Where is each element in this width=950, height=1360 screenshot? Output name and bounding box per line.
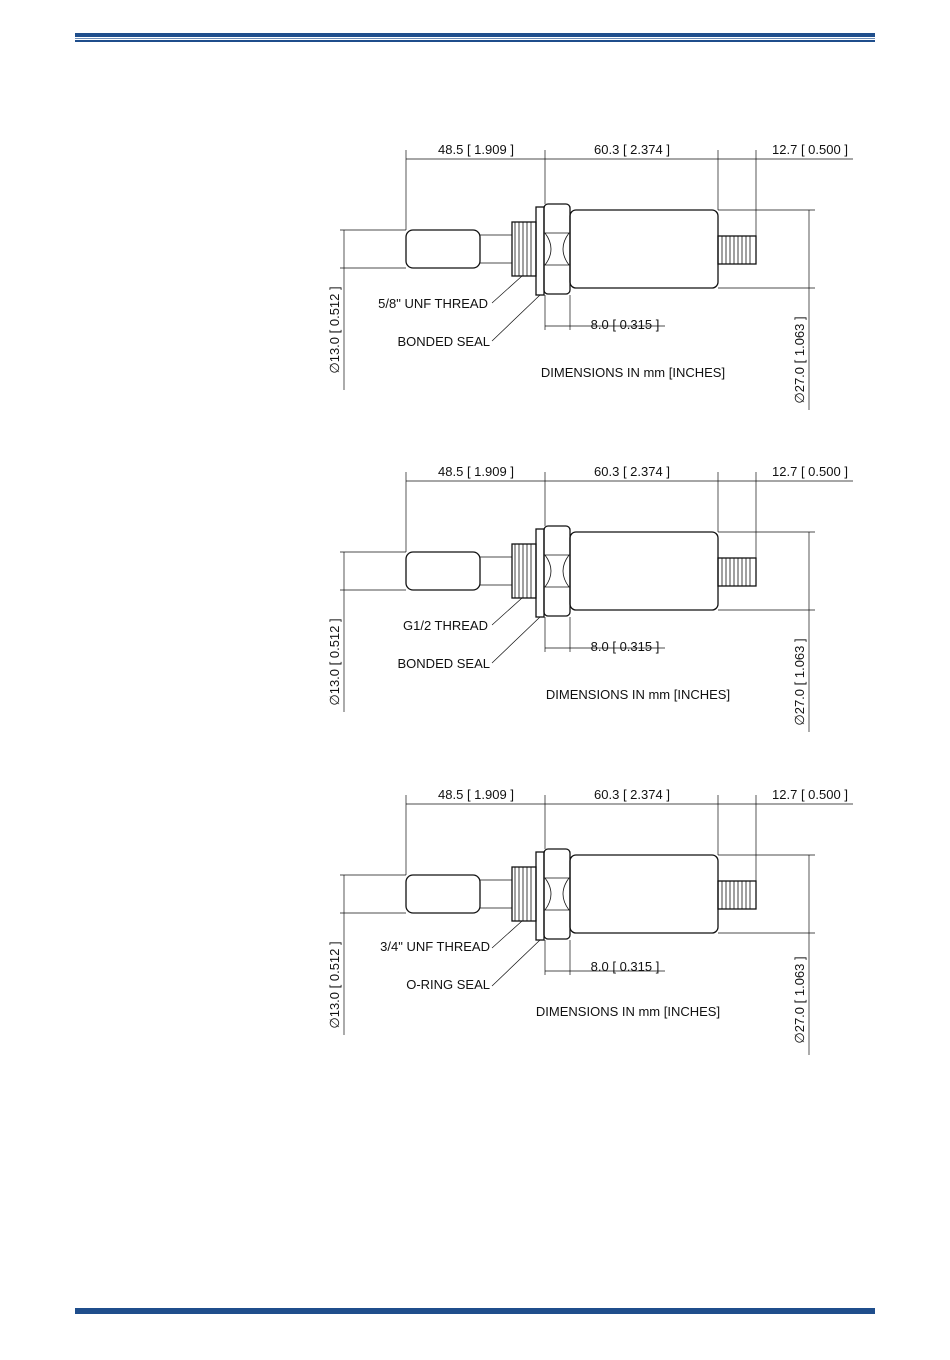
sensor-outline bbox=[406, 849, 756, 940]
dim-connector-length: 12.7 [ 0.500 ] bbox=[772, 464, 848, 479]
dim-connector-length: 12.7 [ 0.500 ] bbox=[772, 142, 848, 157]
dim-hex-width: 8.0 [ 0.315 ] bbox=[590, 317, 660, 332]
dim-body-length: 60.3 [ 2.374 ] bbox=[594, 464, 670, 479]
sensor-outline bbox=[406, 204, 756, 295]
dim-probe-length: 48.5 [ 1.909 ] bbox=[438, 142, 514, 157]
units-note: DIMENSIONS IN mm [INCHES] bbox=[540, 365, 726, 380]
dia-body: ∅27.0 [ 1.063 ] bbox=[792, 638, 807, 726]
dim-probe-length: 48.5 [ 1.909 ] bbox=[438, 787, 514, 802]
dim-connector-length: 12.7 [ 0.500 ] bbox=[772, 787, 848, 802]
dia-probe: ∅13.0 [ 0.512 ] bbox=[327, 618, 342, 706]
dia-body: ∅27.0 [ 1.063 ] bbox=[792, 316, 807, 404]
sensor-outline bbox=[406, 526, 756, 617]
dimension-drawing-3 bbox=[0, 775, 950, 1105]
units-note: DIMENSIONS IN mm [INCHES] bbox=[535, 1004, 721, 1019]
dim-hex-width: 8.0 [ 0.315 ] bbox=[590, 639, 660, 654]
seal-label: BONDED SEAL bbox=[397, 334, 490, 349]
seal-label: BONDED SEAL bbox=[397, 656, 490, 671]
dim-body-length: 60.3 [ 2.374 ] bbox=[594, 142, 670, 157]
dia-body: ∅27.0 [ 1.063 ] bbox=[792, 956, 807, 1044]
dia-probe: ∅13.0 [ 0.512 ] bbox=[327, 286, 342, 374]
thread-label: 3/4" UNF THREAD bbox=[380, 939, 490, 954]
thread-label: 5/8" UNF THREAD bbox=[378, 296, 488, 311]
dimension-drawing-1 bbox=[0, 130, 950, 460]
seal-label: O-RING SEAL bbox=[406, 977, 490, 992]
dia-probe: ∅13.0 [ 0.512 ] bbox=[327, 941, 342, 1029]
units-note: DIMENSIONS IN mm [INCHES] bbox=[545, 687, 731, 702]
dim-hex-width: 8.0 [ 0.315 ] bbox=[590, 959, 660, 974]
thread-label: G1/2 THREAD bbox=[402, 618, 488, 633]
dim-body-length: 60.3 [ 2.374 ] bbox=[594, 787, 670, 802]
dim-probe-length: 48.5 [ 1.909 ] bbox=[438, 464, 514, 479]
dimension-drawing-2 bbox=[0, 452, 950, 782]
